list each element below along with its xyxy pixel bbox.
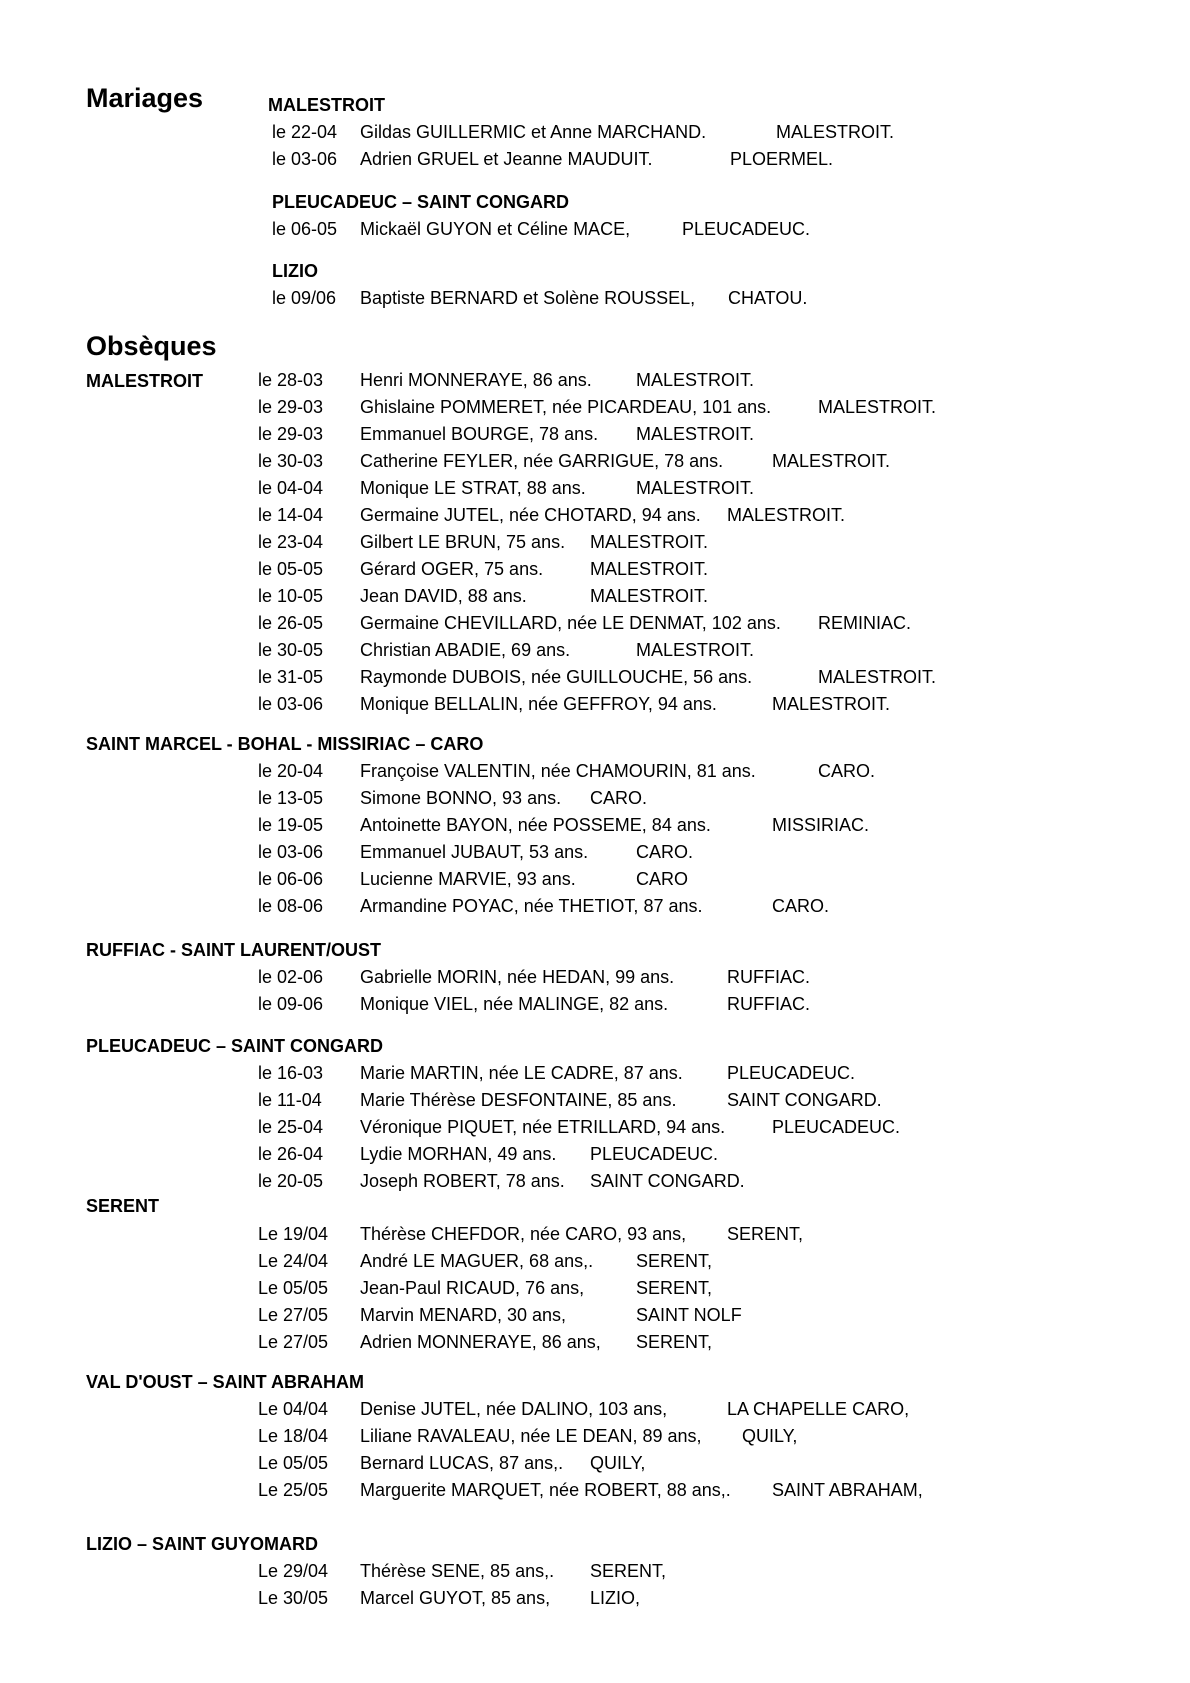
entry-names: Gabrielle MORIN, née HEDAN, 99 ans. — [360, 967, 675, 987]
entry-names: André LE MAGUER, 68 ans,. — [360, 1251, 594, 1271]
list-item — [0, 216, 1190, 243]
entry-names: Marvin MENARD, 30 ans, — [360, 1305, 567, 1325]
entry-date: le 29-03 — [258, 424, 324, 444]
entry-names: Françoise VALENTIN, née CHAMOURIN, 81 ans. — [360, 761, 756, 781]
entry-date: Le 29/04 — [258, 1561, 329, 1581]
entry-place: MALESTROIT. — [636, 478, 755, 498]
list-item — [0, 1168, 1190, 1195]
entry-place: MALESTROIT. — [776, 122, 895, 142]
entry-place: SERENT, — [636, 1251, 713, 1271]
entry-place: REMINIAC. — [818, 613, 912, 633]
entry-place: CHATOU. — [728, 288, 808, 308]
list-item — [0, 758, 1190, 785]
list-item — [0, 785, 1190, 812]
entry-place: SERENT, — [727, 1224, 804, 1244]
list-item — [0, 1450, 1190, 1477]
mariages-heading: Mariages — [86, 83, 204, 113]
entry-date: le 09-06 — [258, 994, 324, 1014]
entry-date: Le 27/05 — [258, 1332, 329, 1352]
entry-place: SERENT, — [636, 1278, 713, 1298]
entry-place: CARO. — [818, 761, 876, 781]
list-item — [0, 1302, 1190, 1329]
entry-place: MALESTROIT. — [636, 370, 755, 390]
entry-names: Emmanuel BOURGE, 78 ans. — [360, 424, 599, 444]
section-title-saint-marcel-bohal-missiriac-caro: SAINT MARCEL - BOHAL - MISSIRIAC – CARO — [86, 734, 484, 754]
entry-date: le 02-06 — [258, 967, 324, 987]
entry-place: QUILY, — [742, 1426, 798, 1446]
entry-place: MALESTROIT. — [590, 559, 709, 579]
entry-names: Baptiste BERNARD et Solène ROUSSEL, — [360, 288, 696, 308]
entry-date: Le 25/05 — [258, 1480, 329, 1500]
list-item — [0, 1060, 1190, 1087]
entry-names: Marcel GUYOT, 85 ans, — [360, 1588, 551, 1608]
entry-date: le 28-03 — [258, 370, 324, 390]
entry-names: Germaine CHEVILLARD, née LE DENMAT, 102 ans. — [360, 613, 781, 633]
entry-date: Le 18/04 — [258, 1426, 329, 1446]
entry-date: le 30-05 — [258, 640, 324, 660]
list-item — [0, 529, 1190, 556]
entry-names: Jean DAVID, 88 ans. — [360, 586, 527, 606]
section-title-ruffiac-saint-laurent-oust: RUFFIAC - SAINT LAURENT/OUST — [86, 940, 381, 960]
entry-names: Thérèse SENE, 85 ans,. — [360, 1561, 555, 1581]
entry-names: Jean-Paul RICAUD, 76 ans, — [360, 1278, 585, 1298]
entry-date: Le 30/05 — [258, 1588, 329, 1608]
entry-place: SAINT ABRAHAM, — [772, 1480, 923, 1500]
entry-names: Joseph ROBERT, 78 ans. — [360, 1171, 565, 1191]
entry-date: le 23-04 — [258, 532, 324, 552]
entry-names: Marie Thérèse DESFONTAINE, 85 ans. — [360, 1090, 677, 1110]
entry-place: CARO — [636, 869, 689, 889]
entry-names: Lucienne MARVIE, 93 ans. — [360, 869, 576, 889]
entry-place: RUFFIAC. — [727, 967, 810, 987]
section-title-lizio-saint-guyomard: LIZIO – SAINT GUYOMARD — [86, 1534, 319, 1554]
section-title-pleucadeuc-saint-congard: PLEUCADEUC – SAINT CONGARD — [86, 1036, 384, 1056]
list-item — [0, 1114, 1190, 1141]
entry-names: Lydie MORHAN, 49 ans. — [360, 1144, 557, 1164]
list-item — [0, 1558, 1190, 1585]
entry-date: le 16-03 — [258, 1063, 324, 1083]
entry-place: RUFFIAC. — [727, 994, 810, 1014]
entry-place: CARO. — [636, 842, 694, 862]
entry-names: Liliane RAVALEAU, née LE DEAN, 89 ans, — [360, 1426, 702, 1446]
entry-names: Mickaël GUYON et Céline MACE, — [360, 219, 631, 239]
entry-names: Antoinette BAYON, née POSSEME, 84 ans. — [360, 815, 711, 835]
list-item — [0, 610, 1190, 637]
entry-names: Emmanuel JUBAUT, 53 ans. — [360, 842, 589, 862]
list-item — [0, 1396, 1190, 1423]
entry-names: Gérard OGER, 75 ans. — [360, 559, 544, 579]
entry-date: le 22-04 — [272, 122, 338, 142]
list-item — [0, 285, 1190, 312]
entry-date: le 19-05 — [258, 815, 324, 835]
list-item — [0, 1141, 1190, 1168]
entry-date: le 30-03 — [258, 451, 324, 471]
entry-place: SAINT CONGARD. — [727, 1090, 882, 1110]
entry-place: SAINT NOLF — [636, 1305, 742, 1325]
entry-names: Thérèse CHEFDOR, née CARO, 93 ans, — [360, 1224, 687, 1244]
entry-place: MALESTROIT. — [636, 640, 755, 660]
entry-names: Bernard LUCAS, 87 ans,. — [360, 1453, 564, 1473]
section-title-malestroit: MALESTROIT — [268, 95, 385, 115]
list-item — [0, 394, 1190, 421]
list-item — [0, 119, 1190, 146]
list-item — [0, 1329, 1190, 1356]
entry-place: MALESTROIT. — [636, 424, 755, 444]
entry-date: Le 05/05 — [258, 1453, 329, 1473]
entry-names: Marie MARTIN, née LE CADRE, 87 ans. — [360, 1063, 683, 1083]
entry-place: CARO. — [772, 896, 830, 916]
entry-date: Le 24/04 — [258, 1251, 329, 1271]
entry-place: MALESTROIT. — [818, 667, 937, 687]
entry-place: SERENT, — [590, 1561, 667, 1581]
list-item — [0, 1275, 1190, 1302]
list-item — [0, 448, 1190, 475]
list-item — [0, 637, 1190, 664]
entry-date: le 03-06 — [272, 149, 338, 169]
entry-date: le 14-04 — [258, 505, 324, 525]
entry-date: le 08-06 — [258, 896, 324, 916]
entry-date: le 06-05 — [272, 219, 338, 239]
entry-names: Simone BONNO, 93 ans. — [360, 788, 562, 808]
section-title-malestroit: MALESTROIT — [86, 371, 203, 391]
entry-place: QUILY, — [590, 1453, 646, 1473]
entry-place: MALESTROIT. — [590, 532, 709, 552]
list-item — [0, 691, 1190, 718]
entry-date: le 05-05 — [258, 559, 324, 579]
list-item — [0, 583, 1190, 610]
entry-date: le 03-06 — [258, 694, 324, 714]
entry-date: le 20-04 — [258, 761, 324, 781]
entry-names: Adrien GRUEL et Jeanne MAUDUIT. — [360, 149, 653, 169]
list-item — [0, 664, 1190, 691]
section-title-pleucadeuc-saint-congard: PLEUCADEUC – SAINT CONGARD — [272, 192, 570, 212]
entry-names: Monique LE STRAT, 88 ans. — [360, 478, 586, 498]
entry-place: CARO. — [590, 788, 648, 808]
list-item — [0, 964, 1190, 991]
list-item — [0, 866, 1190, 893]
entry-date: le 06-06 — [258, 869, 324, 889]
entry-date: Le 27/05 — [258, 1305, 329, 1325]
list-item — [0, 839, 1190, 866]
list-item — [0, 1221, 1190, 1248]
obseques-heading: Obsèques — [86, 331, 217, 361]
entry-place: PLEUCADEUC. — [727, 1063, 856, 1083]
entry-date: le 11-04 — [258, 1090, 322, 1110]
list-item — [0, 1087, 1190, 1114]
entry-place: MALESTROIT. — [772, 451, 891, 471]
entry-names: Catherine FEYLER, née GARRIGUE, 78 ans. — [360, 451, 724, 471]
list-item — [0, 475, 1190, 502]
section-title-serent: SERENT — [86, 1196, 160, 1216]
list-item — [0, 1423, 1190, 1450]
section-title-lizio: LIZIO — [272, 261, 318, 281]
entry-place: MISSIRIAC. — [772, 815, 870, 835]
list-item — [0, 812, 1190, 839]
list-item — [0, 893, 1190, 920]
entry-place: MALESTROIT. — [727, 505, 846, 525]
entry-names: Denise JUTEL, née DALINO, 103 ans, — [360, 1399, 668, 1419]
entry-place: MALESTROIT. — [590, 586, 709, 606]
section-title-val-d-oust-saint-abraham: VAL D'OUST – SAINT ABRAHAM — [86, 1372, 364, 1392]
entry-names: Armandine POYAC, née THETIOT, 87 ans. — [360, 896, 703, 916]
entry-date: Le 05/05 — [258, 1278, 329, 1298]
entry-date: le 03-06 — [258, 842, 324, 862]
entry-date: Le 04/04 — [258, 1399, 329, 1419]
entry-date: le 04-04 — [258, 478, 324, 498]
entry-names: Ghislaine POMMERET, née PICARDEAU, 101 ans. — [360, 397, 772, 417]
entry-place: PLEUCADEUC. — [590, 1144, 719, 1164]
entry-place: LA CHAPELLE CARO, — [727, 1399, 910, 1419]
list-item — [0, 1248, 1190, 1275]
entry-names: Christian ABADIE, 69 ans. — [360, 640, 571, 660]
list-item — [0, 421, 1190, 448]
entry-place: MALESTROIT. — [772, 694, 891, 714]
entry-place: SERENT, — [636, 1332, 713, 1352]
entry-date: le 20-05 — [258, 1171, 324, 1191]
entry-place: SAINT CONGARD. — [590, 1171, 745, 1191]
entry-place: LIZIO, — [590, 1588, 641, 1608]
entry-names: Marguerite MARQUET, née ROBERT, 88 ans,. — [360, 1480, 731, 1500]
entry-date: le 09/06 — [272, 288, 337, 308]
entry-place: MALESTROIT. — [818, 397, 937, 417]
entry-place: PLEUCADEUC. — [682, 219, 811, 239]
list-item — [0, 991, 1190, 1018]
entry-place: PLOERMEL. — [730, 149, 834, 169]
entry-date: Le 19/04 — [258, 1224, 329, 1244]
entry-date: le 13-05 — [258, 788, 324, 808]
entry-names: Raymonde DUBOIS, née GUILLOUCHE, 56 ans. — [360, 667, 753, 687]
entry-names: Germaine JUTEL, née CHOTARD, 94 ans. — [360, 505, 701, 525]
list-item — [0, 1585, 1190, 1612]
entry-names: Adrien MONNERAYE, 86 ans, — [360, 1332, 601, 1352]
list-item — [0, 1477, 1190, 1504]
entry-names: Monique BELLALIN, née GEFFROY, 94 ans. — [360, 694, 717, 714]
list-item — [0, 146, 1190, 173]
entry-date: le 10-05 — [258, 586, 324, 606]
entry-date: le 26-05 — [258, 613, 324, 633]
entry-names: Monique VIEL, née MALINGE, 82 ans. — [360, 994, 669, 1014]
entry-names: Gilbert LE BRUN, 75 ans. — [360, 532, 566, 552]
entry-place: PLEUCADEUC. — [772, 1117, 901, 1137]
entry-names: Gildas GUILLERMIC et Anne MARCHAND. — [360, 122, 707, 142]
entry-names: Véronique PIQUET, née ETRILLARD, 94 ans. — [360, 1117, 726, 1137]
entry-date: le 31-05 — [258, 667, 324, 687]
entry-date: le 26-04 — [258, 1144, 324, 1164]
list-item — [0, 502, 1190, 529]
entry-date: le 25-04 — [258, 1117, 324, 1137]
list-item — [0, 367, 1190, 394]
list-item — [0, 556, 1190, 583]
entry-date: le 29-03 — [258, 397, 324, 417]
entry-names: Henri MONNERAYE, 86 ans. — [360, 370, 592, 390]
